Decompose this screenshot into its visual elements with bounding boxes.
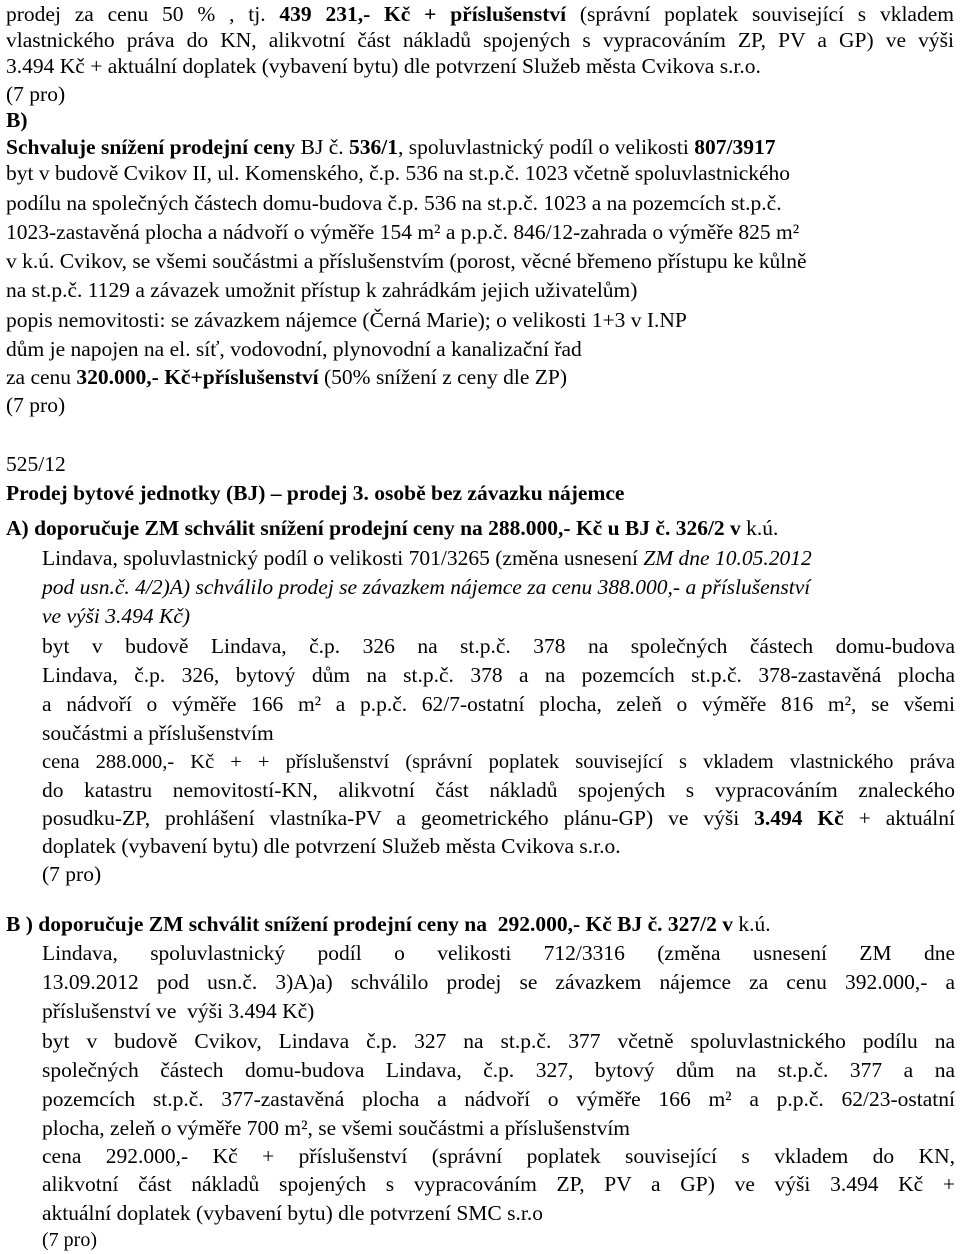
- prev-b-line: popis nemovitosti: se závazkem nájemce (Černá Marie); o velikosti 1+3 v I.NP: [6, 308, 687, 332]
- item-b-line: příslušenství ve výši 3.494 Kč): [42, 999, 315, 1023]
- prev-vote-a: (7 pro): [6, 82, 66, 106]
- item-a-price: doplatek (vybavení bytu) dle potvrzení Služeb města Cvikova s.r.o.: [42, 834, 621, 858]
- item-b-head: [6, 910, 771, 938]
- item-a-body: byt v budově Lindava, č.p. 326 na st.p.č. 378 na společných částech domu-budova: [42, 634, 955, 658]
- prev-vote-b: (7 pro): [6, 393, 66, 417]
- text: posudku-ZP, prohlášení vlastníka-PV a geometrického plánu-GP) ve výši: [42, 806, 755, 830]
- resolution-title: Prodej bytové jednotky (BJ) – prodej 3. osobě bez závazku nájemce: [6, 481, 625, 505]
- text: (50% snížení z ceny dle ZP): [318, 365, 567, 389]
- bold-lead: doporučuje ZM schválit snížení prodejní ceny na 292.000,- Kč BJ č. 327/2 v: [38, 912, 734, 936]
- item-a-body: a nádvoří o výměře 166 m² a p.p.č. 62/7-ostatní plocha, zeleň o výměře 816 m², se všemi: [42, 692, 955, 716]
- prev-price-line-1: [6, 0, 954, 28]
- item-b-body: alikvotní část nákladů spojených s vypracováním ZP, PV a GP) ve výši 3.494 Kč +: [42, 1172, 955, 1196]
- item-b-line: 13.09.2012 pod usn.č. 3)A)a) schválilo prodej se závazkem nájemce za cenu 392.000,- a: [42, 970, 955, 994]
- item-a-line: [42, 544, 812, 572]
- prev-b-line: dům je napojen na el. síť, vodovodní, plynovodní a kanalizační řad: [6, 337, 582, 361]
- item-b-body: byt v budově Cvikov, Lindava č.p. 327 na st.p.č. 377 včetně spoluvlastnického podílu na: [42, 1029, 955, 1053]
- prev-b-line: na st.p.č. 1129 a závazek umožnit přístup k zahrádkám jejich uživatelům): [6, 278, 638, 302]
- item-label: A): [6, 516, 29, 540]
- item-b-body: společných částech domu-budova Lindava, č.p. 327, bytový dům na st.p.č. 377 a na: [42, 1058, 955, 1082]
- prev-b-label: B): [6, 108, 28, 132]
- text: + aktuální: [843, 806, 955, 830]
- item-label: B ): [6, 912, 33, 936]
- prev-b-line: byt v budově Cvikov II, ul. Komenského, č.p. 536 na st.p.č. 1023 včetně spoluvlastnického: [6, 161, 791, 185]
- bold-lead: doporučuje ZM schválit snížení prodejní ceny na 288.000,- Kč u BJ č. 326/2 v: [34, 516, 741, 540]
- prev-b-line: podílu na společných částech domu-budova č.p. 536 na st.p.č. 1023 a na pozemcích st.p.č.: [6, 191, 782, 215]
- price: 439 231,- Kč + příslušenství: [279, 2, 567, 26]
- item-a-price: do katastru nemovitostí-KN, alikvotní část nákladů spojených s vypracováním znaleckého: [42, 778, 955, 802]
- prev-b-line: v k.ú. Cvikov, se všemi součástmi a příslušenstvím (porost, věcné břemeno přístupu ke kůlně: [6, 249, 807, 273]
- bold-lead: Schvaluje snížení prodejní ceny: [6, 135, 296, 159]
- text: za cenu: [6, 365, 77, 389]
- resolution-number: 525/12: [6, 452, 66, 476]
- prev-b-line: 1023-zastavěná plocha a nádvoří o výměře 154 m² a p.p.č. 846/12-zahrada o výměře 825 m²: [6, 220, 800, 244]
- prev-b-lead: [6, 133, 775, 161]
- item-a-body: Lindava, č.p. 326, bytový dům na st.p.č. 378 a na pozemcích st.p.č. 378-zastavěná plocha: [42, 663, 955, 687]
- prev-b-price: [6, 363, 567, 391]
- item-b-body: plocha, zeleň o výměře 700 m², se všemi součástmi a příslušenstvím: [42, 1116, 631, 1140]
- unit-number: 536/1: [349, 135, 399, 159]
- text: Lindava, spoluvlastnický podíl o velikosti 701/3265 (změna usnesení: [42, 546, 644, 570]
- amount: 3.494 Kč: [754, 806, 844, 830]
- item-a-vote: (7 pro): [42, 862, 102, 886]
- price: 320.000,- Kč+příslušenství: [76, 365, 319, 389]
- item-b-body: pozemcích st.p.č. 377-zastavěná plocha a nádvoří o výměře 166 m² a p.p.č. 62/23-ostatní: [42, 1087, 955, 1111]
- text: (správní poplatek související s vkladem: [566, 2, 954, 26]
- prev-price-line-2: vlastnického práva do KN, alikvotní část nákladů spojených s vypracováním ZP, PV a GP) ve výši: [6, 28, 954, 52]
- italic-text: ZM dne 10.05.2012: [643, 546, 812, 570]
- text: k.ú.: [740, 516, 779, 540]
- text: k.ú.: [733, 912, 771, 936]
- text: prodej za cenu 50 % , tj.: [6, 2, 280, 26]
- item-a-price: cena 288.000,- Kč + + příslušenství (správní poplatek související s vkladem vlastnického práva: [42, 751, 955, 773]
- item-b-body: cena 292.000,- Kč + příslušenství (správní poplatek související s vkladem do KN,: [42, 1144, 955, 1168]
- text: , spoluvlastnický podíl o velikosti: [398, 135, 695, 159]
- prev-price-line-3: 3.494 Kč + aktuální doplatek (vybavení bytu) dle potvrzení Služeb města Cvikova s.r.o.: [6, 54, 761, 78]
- item-b-vote: (7 pro): [42, 1229, 97, 1251]
- share: 807/3917: [694, 135, 776, 159]
- text: BJ č.: [295, 135, 350, 159]
- item-a-price: [42, 804, 955, 832]
- item-a-head: [6, 514, 778, 542]
- item-a-line: ve výši 3.494 Kč): [42, 604, 191, 628]
- item-a-body: součástmi a příslušenstvím: [42, 721, 274, 745]
- item-b-line: Lindava, spoluvlastnický podíl o velikosti 712/3316 (změna usnesení ZM dne: [42, 941, 955, 965]
- item-b-body: aktuální doplatek (vybavení bytu) dle potvrzení SMC s.r.o: [42, 1201, 543, 1225]
- item-a-line: pod usn.č. 4/2)A) schválilo prodej se závazkem nájemce za cenu 388.000,- a příslušenství: [42, 575, 811, 599]
